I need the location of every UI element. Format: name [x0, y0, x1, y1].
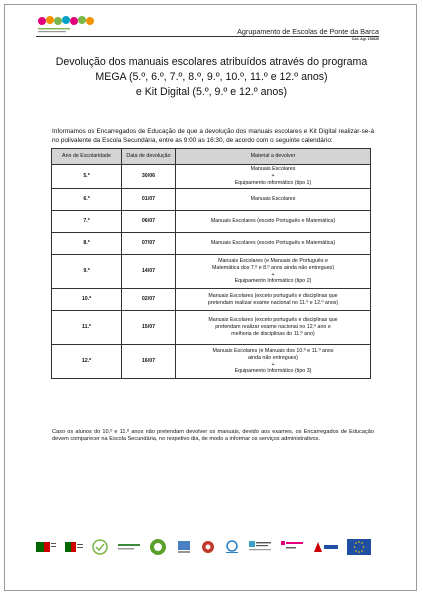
table-row: [52, 189, 371, 211]
material-line: Equipamento informático (tipo 1): [234, 179, 312, 186]
cell-ano: 8.º: [52, 233, 122, 255]
cell-data: 01/07: [122, 189, 176, 211]
material-line: +: [271, 173, 275, 180]
header-material: Material a devolver: [176, 149, 371, 165]
title-line-3: e Kit Digital (5.º, 9.º e 12.º anos): [135, 86, 288, 98]
cell-data: 15/07: [122, 311, 176, 345]
table-row: [52, 311, 371, 345]
cell-ano: 7.º: [52, 211, 122, 233]
cell-data: 14/07: [122, 255, 176, 289]
cell-ano: 10.º: [52, 289, 122, 311]
table-row: [52, 211, 371, 233]
cell-material: [176, 289, 371, 311]
award-logo: [176, 540, 192, 554]
document-title: [40, 55, 383, 100]
portugal-2030-logo: [312, 540, 338, 554]
material-line: Manuais Escolares (exceto português e disciplinas que: [208, 292, 338, 299]
cell-material: [176, 255, 371, 289]
schedule-rows: [52, 165, 371, 379]
material-line: Equipamento Informático (tipo 3): [234, 368, 312, 375]
school-logo: [36, 14, 100, 36]
school-name: Agrupamento de Escolas de Ponte da Barca: [237, 27, 379, 36]
cell-data: 16/07: [122, 345, 176, 379]
table-row: [52, 255, 371, 289]
closing-paragraph: Caso os alunos do 10.º e 11.º anos não pretendam devolver os manuais, devido aos exames, os Encarregados de Educação devem comparecer na Escola Secundária, no respetivo dia, de modo a informar os serviços administrativos.: [52, 429, 374, 443]
cell-material: [176, 233, 371, 255]
wheel-logo: [201, 540, 215, 554]
intro-paragraph: Informamos os Encarregados de Educação de que a devolução dos manuais escolares e Kit Digital realizar-se-á no polivalente da Escola Secundária, entre as 9:00 as 16:30, de acordo com o seguinte calendário:: [52, 128, 374, 144]
pessoas-2030-logo: [281, 540, 303, 554]
material-line: melhoria de disciplinas do 11.º ano): [231, 330, 315, 337]
cell-ano: 9.º: [52, 255, 122, 289]
cell-material: [176, 189, 371, 211]
material-line: +: [271, 361, 275, 368]
material-line: Equipamento Informático (tipo 2): [234, 278, 312, 285]
partner-logo: [118, 542, 140, 552]
material-line: Manuais Escolares: [250, 196, 296, 203]
cell-data: 06/07: [122, 211, 176, 233]
table-row: [52, 165, 371, 189]
material-line: Manuais Escolares (exceto Português e Matemática): [210, 218, 336, 225]
ministry-logo: [65, 540, 83, 554]
cell-ano: 6.º: [52, 189, 122, 211]
material-line: Manuais Escolares (exceto Português e Matemática): [210, 240, 336, 247]
green-school-logo: [149, 538, 167, 556]
school-code: Cód. Agr. 152626: [351, 37, 379, 41]
table-row: [52, 345, 371, 379]
header-rule: [36, 36, 379, 37]
table-row: [52, 289, 371, 311]
cell-data: 07/07: [122, 233, 176, 255]
table-row: [52, 233, 371, 255]
material-line: Manuais Escolares (e Manuais de Português e: [218, 257, 328, 264]
material-line: Matemática dos 7.º e 8.º anos ainda não entregues): [212, 264, 334, 271]
cell-material: [176, 345, 371, 379]
cell-data: 30/06: [122, 165, 176, 189]
material-line: pretendam realizar exame nacional no 11.º e 12.º anos): [207, 299, 339, 306]
cell-material: [176, 165, 371, 189]
title-line-2: MEGA (5.º, 6.º, 7.º, 8.º, 9.º, 10.º, 11.º e 12.º anos): [95, 71, 328, 83]
material-line: Manuais Escolares: [250, 166, 296, 173]
header-data: Data de devolução: [122, 149, 176, 165]
material-line: +: [271, 271, 275, 278]
material-line: Manuais Escolares (exceto português e disciplinas que: [208, 317, 338, 324]
science-club-logo: [249, 540, 271, 554]
sports-logo: [224, 540, 240, 554]
cell-ano: 12.º: [52, 345, 122, 379]
header-ano: Ano de Escolaridade: [52, 149, 122, 165]
eu-flag-logo: [347, 539, 371, 555]
cell-ano: 11.º: [52, 311, 122, 345]
cell-data: 02/07: [122, 289, 176, 311]
cell-ano: 5.º: [52, 165, 122, 189]
cell-material: [176, 211, 371, 233]
schedule-table: [51, 148, 371, 379]
material-line: ainda não entregues): [247, 354, 299, 361]
eco-school-logo: [92, 539, 108, 555]
republic-logo: [36, 540, 56, 554]
material-line: pretendam realizar exame nacional no 12.º ano e: [215, 324, 331, 331]
material-line: Manuais Escolares (e Manuais dos 10.º e 11.º anos: [212, 347, 334, 354]
title-line-1: Devolução dos manuais escolares atribuídos através do programa: [55, 56, 368, 68]
cell-material: [176, 311, 371, 345]
funding-logos-bar: [36, 537, 371, 557]
